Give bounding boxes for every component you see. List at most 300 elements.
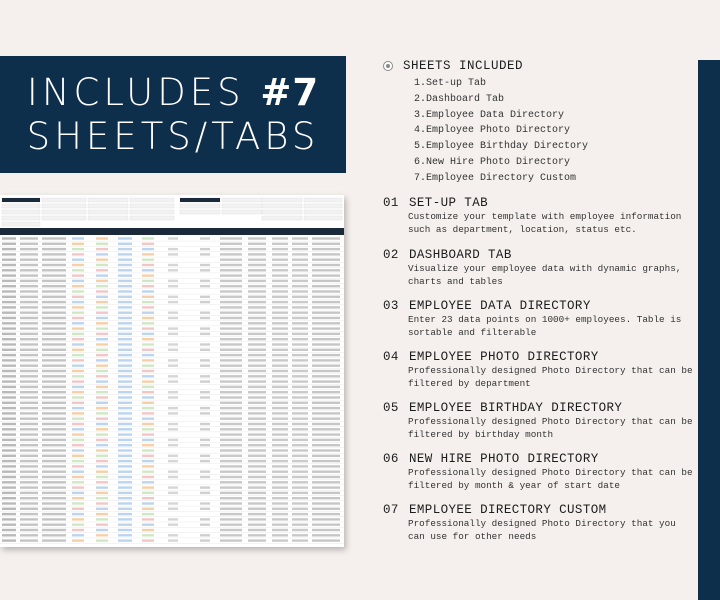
table-cell (248, 465, 266, 467)
table-cell (168, 524, 178, 526)
table-row (0, 481, 344, 485)
table-cell (312, 439, 340, 441)
table-cell (96, 243, 108, 245)
table-cell (142, 248, 154, 250)
table-cell (2, 402, 16, 404)
table-cell (118, 460, 132, 462)
table-cell (20, 269, 38, 271)
table-cell (42, 513, 66, 515)
table-cell (20, 444, 38, 446)
table-cell (96, 508, 108, 510)
table-cell (20, 513, 38, 515)
table-cell (312, 349, 340, 351)
table-cell (96, 460, 108, 462)
table-cell (248, 306, 266, 308)
table-cell (42, 460, 66, 462)
table-cell (42, 274, 66, 276)
table-row (0, 412, 344, 416)
table-cell (292, 428, 308, 430)
table-cell (312, 391, 340, 393)
table-cell (248, 274, 266, 276)
table-row (0, 423, 344, 427)
table-cell (220, 248, 242, 250)
table-cell (248, 539, 266, 541)
table-cell (96, 391, 108, 393)
table-cell (248, 524, 266, 526)
table-cell (312, 322, 340, 324)
table-cell (96, 343, 108, 345)
table-cell (248, 343, 266, 345)
table-cell (292, 476, 308, 478)
table-cell (142, 274, 154, 276)
table-cell (292, 269, 308, 271)
table-cell (168, 502, 178, 504)
table-cell (292, 253, 308, 255)
table-cell (142, 471, 154, 473)
table-cell (2, 306, 16, 308)
table-cell (42, 280, 66, 282)
table-cell (248, 380, 266, 382)
section-title: EMPLOYEE DIRECTORY CUSTOM (409, 503, 607, 517)
table-cell (292, 322, 308, 324)
table-row (0, 492, 344, 496)
section-description: Enter 23 data points on 1000+ employees. Table is sortable and filterable (408, 314, 682, 338)
table-cell (42, 380, 66, 382)
table-cell (272, 502, 288, 504)
table-cell (42, 396, 66, 398)
table-cell (272, 306, 288, 308)
list-item: 6.New Hire Photo Directory (414, 156, 571, 168)
table-cell (200, 375, 210, 377)
table-cell (248, 529, 266, 531)
table-cell (248, 497, 266, 499)
table-cell (248, 312, 266, 314)
table-cell (42, 492, 66, 494)
table-cell (272, 386, 288, 388)
table-cell (142, 423, 154, 425)
table-cell (42, 486, 66, 488)
table-cell (118, 423, 132, 425)
table-cell (42, 317, 66, 319)
table-cell (142, 534, 154, 536)
table-cell (248, 375, 266, 377)
spreadsheet-preview (0, 195, 344, 547)
table-cell (168, 285, 178, 287)
table-cell (168, 317, 178, 319)
table-cell (2, 481, 16, 483)
table-cell (72, 508, 84, 510)
table-cell (220, 333, 242, 335)
table-cell (20, 370, 38, 372)
table-cell (168, 518, 178, 520)
table-cell (118, 370, 132, 372)
table-cell (2, 338, 16, 340)
table-cell (312, 317, 340, 319)
table-cell (200, 460, 210, 462)
table-cell (220, 237, 242, 239)
section-number: 01 (383, 196, 399, 210)
table-cell (220, 269, 242, 271)
table-cell (248, 534, 266, 536)
table-cell (72, 322, 84, 324)
section-number: 06 (383, 452, 399, 466)
table-cell (2, 534, 16, 536)
table-cell (2, 280, 16, 282)
table-cell (96, 423, 108, 425)
table-cell (118, 338, 132, 340)
table-cell (72, 428, 84, 430)
table-row (0, 524, 344, 528)
table-cell (118, 333, 132, 335)
table-cell (142, 465, 154, 467)
circle-bullet-icon (383, 61, 393, 71)
table-cell (168, 237, 178, 239)
table-cell (292, 370, 308, 372)
table-cell (20, 274, 38, 276)
table-cell (168, 312, 178, 314)
table-cell (118, 391, 132, 393)
table-cell (248, 407, 266, 409)
table-cell (220, 259, 242, 261)
table-cell (42, 285, 66, 287)
table-cell (220, 380, 242, 382)
table-cell (220, 280, 242, 282)
table-cell (96, 476, 108, 478)
table-cell (200, 253, 210, 255)
table-cell (2, 269, 16, 271)
table-row (0, 253, 344, 257)
table-cell (292, 396, 308, 398)
table-cell (2, 375, 16, 377)
table-cell (118, 306, 132, 308)
table-cell (20, 486, 38, 488)
table-cell (312, 455, 340, 457)
table-cell (2, 407, 16, 409)
table-cell (96, 327, 108, 329)
table-cell (220, 391, 242, 393)
table-cell (2, 428, 16, 430)
table-row (0, 513, 344, 517)
table-cell (2, 412, 16, 414)
table-cell (248, 412, 266, 414)
table-cell (220, 407, 242, 409)
table-cell (248, 433, 266, 435)
table-cell (72, 306, 84, 308)
table-cell (142, 354, 154, 356)
table-cell (292, 327, 308, 329)
table-cell (72, 402, 84, 404)
feature-section-birthday-directory (383, 401, 695, 441)
table-cell (118, 243, 132, 245)
table-cell (118, 259, 132, 261)
table-cell (292, 465, 308, 467)
table-cell (72, 534, 84, 536)
table-cell (220, 322, 242, 324)
table-cell (272, 349, 288, 351)
table-cell (72, 237, 84, 239)
table-cell (292, 497, 308, 499)
table-cell (142, 492, 154, 494)
table-cell (248, 396, 266, 398)
table-cell (292, 317, 308, 319)
table-cell (72, 391, 84, 393)
table-cell (272, 243, 288, 245)
table-row (0, 418, 344, 422)
table-cell (96, 439, 108, 441)
table-cell (42, 338, 66, 340)
table-cell (220, 486, 242, 488)
table-cell (200, 264, 210, 266)
table-row (0, 465, 344, 469)
table-cell (20, 375, 38, 377)
table-cell (168, 396, 178, 398)
table-cell (248, 508, 266, 510)
table-row (0, 534, 344, 538)
table-row (0, 296, 344, 300)
table-cell (272, 492, 288, 494)
table-cell (292, 433, 308, 435)
table-cell (142, 306, 154, 308)
table-cell (200, 349, 210, 351)
table-cell (118, 380, 132, 382)
table-cell (292, 423, 308, 425)
table-cell (96, 444, 108, 446)
table-cell (72, 524, 84, 526)
table-cell (20, 412, 38, 414)
table-cell (292, 492, 308, 494)
table-cell (72, 243, 84, 245)
table-cell (72, 471, 84, 473)
table-cell (292, 412, 308, 414)
table-cell (42, 449, 66, 451)
table-cell (118, 449, 132, 451)
table-cell (220, 439, 242, 441)
table-cell (312, 476, 340, 478)
table-cell (200, 391, 210, 393)
table-cell (2, 497, 16, 499)
table-cell (72, 492, 84, 494)
table-cell (292, 486, 308, 488)
table-cell (168, 492, 178, 494)
table-cell (20, 301, 38, 303)
table-cell (292, 407, 308, 409)
table-cell (292, 333, 308, 335)
table-cell (20, 354, 38, 356)
table-cell (118, 253, 132, 255)
table-cell (312, 327, 340, 329)
table-cell (220, 349, 242, 351)
feature-section-new-hire (383, 452, 695, 492)
table-cell (118, 471, 132, 473)
table-cell (72, 481, 84, 483)
table-cell (142, 290, 154, 292)
table-cell (292, 449, 308, 451)
table-cell (42, 237, 66, 239)
table-cell (200, 508, 210, 510)
table-cell (96, 312, 108, 314)
table-cell (200, 423, 210, 425)
table-cell (248, 402, 266, 404)
table-cell (118, 539, 132, 541)
table-cell (42, 386, 66, 388)
table-cell (118, 343, 132, 345)
table-cell (248, 327, 266, 329)
table-cell (118, 322, 132, 324)
table-cell (2, 460, 16, 462)
table-cell (96, 539, 108, 541)
table-cell (96, 322, 108, 324)
table-cell (142, 481, 154, 483)
table-cell (20, 465, 38, 467)
table-cell (220, 449, 242, 451)
section-number: 04 (383, 350, 399, 364)
table-cell (248, 338, 266, 340)
table-cell (200, 317, 210, 319)
table-cell (42, 365, 66, 367)
table-cell (248, 386, 266, 388)
table-cell (2, 418, 16, 420)
table-cell (118, 312, 132, 314)
table-cell (72, 386, 84, 388)
table-cell (96, 237, 108, 239)
table-cell (168, 264, 178, 266)
table-cell (118, 248, 132, 250)
table-cell (220, 418, 242, 420)
table-cell (168, 476, 178, 478)
table-cell (248, 317, 266, 319)
table-cell (142, 349, 154, 351)
table-cell (312, 253, 340, 255)
table-cell (272, 343, 288, 345)
table-cell (200, 534, 210, 536)
table-cell (292, 524, 308, 526)
table-cell (96, 354, 108, 356)
table-cell (200, 486, 210, 488)
table-cell (248, 423, 266, 425)
table-cell (118, 412, 132, 414)
table-cell (312, 375, 340, 377)
table-cell (42, 333, 66, 335)
table-cell (72, 285, 84, 287)
table-cell (312, 269, 340, 271)
table-cell (200, 396, 210, 398)
table-cell (272, 301, 288, 303)
table-cell (42, 312, 66, 314)
table-cell (200, 476, 210, 478)
table-cell (168, 343, 178, 345)
table-row (0, 433, 344, 437)
table-cell (142, 370, 154, 372)
section-number: 03 (383, 299, 399, 313)
table-cell (2, 433, 16, 435)
table-cell (200, 333, 210, 335)
table-cell (118, 407, 132, 409)
table-cell (292, 343, 308, 345)
table-cell (118, 508, 132, 510)
table-cell (118, 237, 132, 239)
list-item: 3.Employee Data Directory (414, 109, 565, 121)
table-cell (220, 402, 242, 404)
table-cell (72, 418, 84, 420)
table-cell (292, 402, 308, 404)
table-cell (292, 296, 308, 298)
table-cell (248, 455, 266, 457)
table-row (0, 269, 344, 273)
table-cell (42, 248, 66, 250)
list-item: 5.Employee Birthday Directory (414, 141, 589, 153)
table-cell (42, 428, 66, 430)
table-cell (96, 375, 108, 377)
feature-section-setup (383, 196, 695, 236)
table-cell (272, 280, 288, 282)
table-cell (2, 423, 16, 425)
table-row (0, 274, 344, 278)
table-cell (220, 518, 242, 520)
table-cell (42, 455, 66, 457)
table-row (0, 349, 344, 353)
table-row (0, 285, 344, 289)
table-cell (312, 359, 340, 361)
list-item: 1.Set-up Tab (414, 78, 487, 89)
table-cell (118, 439, 132, 441)
table-cell (118, 402, 132, 404)
table-cell (220, 481, 242, 483)
table-cell (42, 471, 66, 473)
table-cell (168, 301, 178, 303)
table-cell (20, 365, 38, 367)
feature-section-photo-directory (383, 350, 695, 390)
feature-section-dashboard (383, 248, 695, 288)
table-cell (72, 280, 84, 282)
sheets-list (414, 76, 693, 187)
table-cell (248, 502, 266, 504)
table-cell (118, 481, 132, 483)
table-cell (292, 264, 308, 266)
table-cell (168, 412, 178, 414)
table-cell (292, 312, 308, 314)
table-cell (248, 428, 266, 430)
table-cell (2, 253, 16, 255)
table-cell (312, 428, 340, 430)
table-cell (312, 290, 340, 292)
table-cell (20, 439, 38, 441)
table-cell (2, 439, 16, 441)
section-description: Professionally designed Photo Directory that you can use for other needs (408, 518, 676, 542)
table-cell (20, 539, 38, 541)
table-cell (72, 502, 84, 504)
table-cell (2, 455, 16, 457)
table-cell (96, 269, 108, 271)
right-accent-bar (698, 60, 720, 600)
table-cell (168, 359, 178, 361)
table-cell (72, 365, 84, 367)
table-cell (272, 449, 288, 451)
table-cell (272, 338, 288, 340)
table-cell (96, 449, 108, 451)
table-cell (96, 471, 108, 473)
table-cell (118, 301, 132, 303)
table-cell (312, 508, 340, 510)
table-cell (292, 539, 308, 541)
table-cell (20, 312, 38, 314)
table-cell (292, 301, 308, 303)
table-cell (312, 301, 340, 303)
table-cell (200, 492, 210, 494)
table-cell (272, 460, 288, 462)
table-cell (142, 407, 154, 409)
table-row (0, 402, 344, 406)
table-cell (96, 359, 108, 361)
